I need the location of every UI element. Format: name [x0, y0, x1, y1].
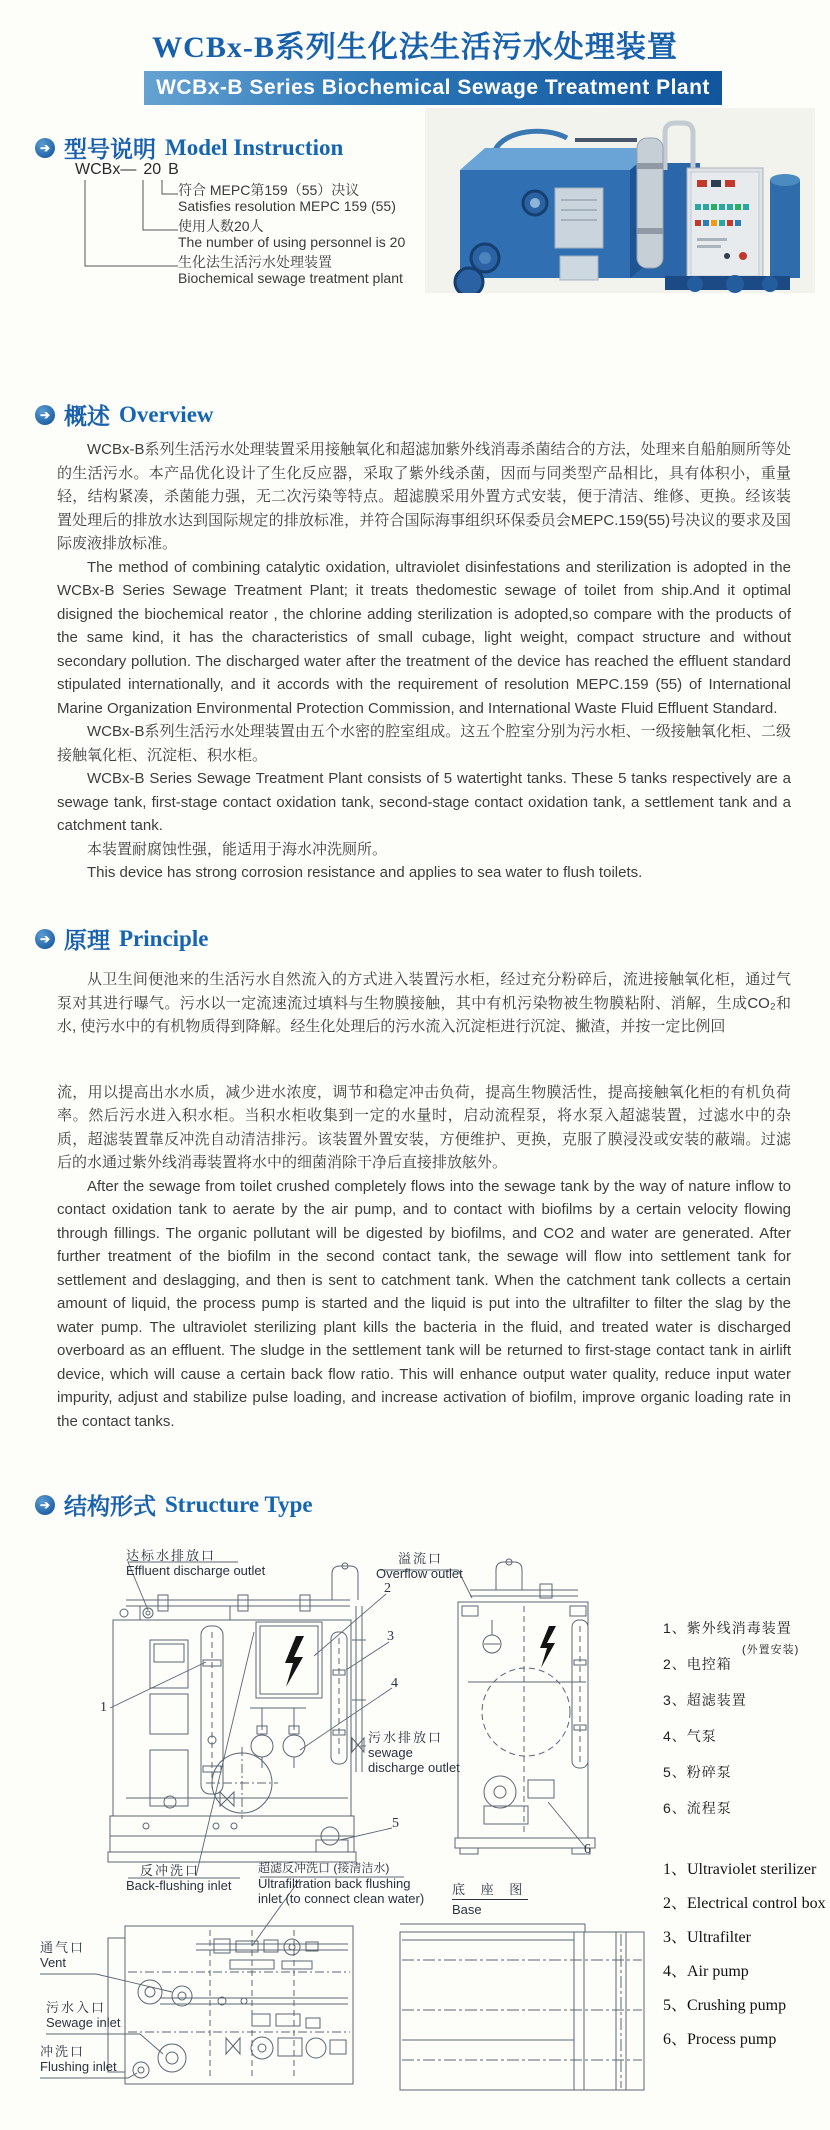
callout-1: 1 — [100, 1700, 107, 1715]
overview-text — [57, 438, 791, 885]
section-title-en: Model Instruction — [165, 134, 344, 160]
section-title-en: Structure Type — [165, 1491, 313, 1517]
banner-title: WCBx-B Series Biochemical Sewage Treatment Plant — [144, 71, 722, 105]
callout-5: 5 — [392, 1816, 399, 1831]
legend-en-item: 1、Ultraviolet sterilizer — [663, 1861, 817, 1878]
callout-2: 2 — [384, 1581, 391, 1596]
section-title-zh: 原理 — [64, 927, 110, 953]
model-note-3 — [178, 254, 403, 286]
model-code — [75, 161, 186, 179]
base-view-drawing — [400, 1924, 644, 2090]
overview-p3-zh: 本装置耐腐蚀性强，能适用于海水冲洗厕所。 — [87, 840, 388, 858]
legend-zh-item: 3、超滤装置 — [663, 1692, 747, 1708]
overview-p3-en: This device has strong corrosion resistance and applies to sea water to flush toilets. — [87, 864, 643, 881]
label-base: 底 座 图 Base — [452, 1882, 529, 1917]
arrow-bullet-icon: ➔ — [35, 405, 55, 425]
side-view-drawing — [455, 1559, 595, 1854]
model-code-suffix: B — [168, 161, 179, 178]
legend-note: (外置安装) — [742, 1644, 800, 1656]
overview-p1-zh: WCBx-B系列生活污水处理装置采用接触氧化和超滤加紫外线消毒杀菌结合的方法，处理来自船舶厕所等处的生活污水。本产品优化设计了生化反应器，采取了紫外线杀菌，因而与同类型产品相比，具有体积小，重量轻，结构紧凑，杀菌能力强，无二次污染等特点。超滤膜采用外置方式安装，便于清洁、维修、更换。经该装置处理后的排放水达到国际规定的排放标准，并符合国际海事组织环保委员会MEPC.159(55)号决议的要求及国际废液排放标准。 — [57, 441, 791, 552]
section-structure — [35, 1488, 313, 1521]
section-title-en: Principle — [119, 925, 209, 951]
model-note-1-en: Satisfies resolution MEPC 159 (55) — [178, 198, 396, 214]
callout-6: 6 — [584, 1842, 591, 1857]
principle-p2-en: After the sewage from toilet crushed completely flows into the sewage tank by the way of nature inflow to contact oxidation tank to aerate by the air pump, and to contact with biofilms by a certain velocity flowing through fillings. The organic pollutant will be digested by biofilms, and CO2 and water are generated. After further treatment of the biofilm in the second contact tank, the sewage will flow into settlement tank for settlement and deslagging, and then is sent to catchment tank. When the catchment tank collects a certain amount of liquid, the process pump is started and the liquid is put into the ultrafilter to filter the slag by the water pump. The ultraviolet sterilizing plant kills the bacteria in the fluid, and treated water is discharged overboard as an effluent. The sludge in the settlement tank will be returned to first-stage contact tank in airlift device, which will cause a certain back flow ratio. This will enhance output water quality, reduce input water impurity, adjust and stabilize pulse loading, and increase activation of biofilm, improve organic loading rate in the contact tanks. — [57, 1177, 791, 1430]
model-code-number: 20 — [143, 161, 162, 178]
label-flushing-inlet: 冲洗口 Flushing inlet — [40, 2044, 117, 2074]
overview-p2-en: WCBx-B Series Sewage Treatment Plant consists of 5 watertight tanks. These 5 tanks respectively are a sewage tank, first-stage contact oxidation tank, second-stage contact oxidation tank, a settlement tank and a catchment tank. — [57, 770, 791, 834]
section-model — [35, 131, 343, 164]
model-diagram-lines — [75, 178, 195, 278]
product-photo — [425, 108, 815, 293]
legend-zh-item: 5、粉碎泵 — [663, 1764, 732, 1780]
legend-zh-item: 2、电控箱 — [663, 1656, 732, 1672]
model-note-1 — [178, 182, 396, 214]
principle-text — [57, 968, 791, 1433]
label-vent: 通气口 Vent — [40, 1940, 86, 1970]
model-code-prefix: WCBx— — [75, 161, 137, 178]
callout-3: 3 — [387, 1629, 394, 1644]
legend-english — [663, 1856, 826, 2060]
overview-p2-zh: WCBx-B系列生活污水处理装置由五个水密的腔室组成。这五个腔室分别为污水柜、一级接触氧化柜、二级接触氧化柜、沉淀柜、积水柜。 — [57, 723, 791, 764]
arrow-bullet-icon: ➔ — [35, 929, 55, 949]
model-note-3-en: Biochemical sewage treatment plant — [178, 270, 403, 286]
legend-zh-item: 6、流程泵 — [663, 1800, 732, 1816]
principle-p1-zh: 从卫生间便池来的生活污水自然流入的方式进入装置污水柜，经过充分粉碎后，流进接触氧化柜，通过气泵对其进行曝气。污水以一定流速流过填料与生物膜接触，其中有机污染物被生物膜粘附、消解，生成CO₂和水, 使污水中的有机物质得到降解。经生化处理后的污水流入沉淀柜进行沉淀、撇渣，并按一定比例回 — [57, 971, 791, 1035]
legend-en-item: 6、Process pump — [663, 2031, 777, 2048]
model-note-3-zh: 生化法生活污水处理装置 — [178, 254, 332, 270]
section-title-zh: 概述 — [64, 403, 110, 429]
model-note-1-zh: 符合 MEPC第159（55）决议 — [178, 182, 360, 198]
section-title-en: Overview — [119, 401, 214, 427]
legend-en-item: 3、Ultrafilter — [663, 1929, 751, 1946]
principle-p1b-zh: 流，用以提高出水水质，减少进水浓度，调节和稳定冲击负荷，提高生物膜活性，提高接触氧化柜的有机负荷率。然后污水进入积水柜。当积水柜收集到一定的水量时，启动流程泵，将水泵入超滤装置，过滤水中的杂质，超滤装置靠反冲洗自动清洁排污。该装置外置安装，方便维护、更换，克服了膜浸没或安装的蔽端。过滤后的水通过紫外线消毒装置将水中的细菌消除干净后直接排放舷外。 — [57, 1083, 791, 1171]
label-back-flushing-inlet: 反冲洗口 Back-flushing inlet — [126, 1863, 232, 1893]
label-overflow-outlet: 溢流口 Overflow outlet — [376, 1551, 463, 1581]
label-uf-back-flushing-inlet: 超滤反冲洗口 (接清洁水) Ultrafiltration back flushing inlet (to connect clean water) — [258, 1861, 425, 1906]
label-sewage-inlet: 污水入口 Sewage inlet — [46, 2000, 121, 2030]
overview-p1-en: The method of combining catalytic oxidation, ultraviolet disinfestations and sterilization is adopted in the WCBx-B Series Sewage Treatment Plant; it treats thedomestic sewage of toilet from ship.And it optimal disigned the biochemical reator , the chlorine adding sterilization is adopted,so compare with the products of the same kind, it has the characteristics of small cubage, light weight, compact structure and without secondary pollution. The discharged water after the treatment of the device has reached the effluent standard stipulated internationally, and it accords with the requirement of resolution MEPC.159 (55) of International Marine Organization Environmental Protection Commission, and International Waste Fluid Effluent Standard. — [57, 558, 791, 717]
plan-view-drawing — [108, 1926, 353, 2084]
model-note-2 — [178, 218, 405, 250]
section-title-zh: 型号说明 — [64, 136, 156, 162]
arrow-bullet-icon: ➔ — [35, 138, 55, 158]
legend-zh-item: 4、气泵 — [663, 1728, 717, 1744]
section-principle — [35, 922, 208, 955]
arrow-bullet-icon: ➔ — [35, 1495, 55, 1515]
page-title: WCBx-B系列生化法生活污水处理装置 — [152, 31, 678, 64]
label-sewage-discharge-outlet: 污水排放口 sewage discharge outlet — [368, 1730, 460, 1775]
legend-zh-item: 1、紫外线消毒装置 — [663, 1620, 792, 1636]
section-overview — [35, 398, 214, 431]
legend-en-item: 4、Air pump — [663, 1963, 749, 1980]
section-title-zh: 结构形式 — [64, 1493, 156, 1519]
legend-en-item: 5、Crushing pump — [663, 1997, 787, 2014]
leader-lines — [40, 1562, 586, 2078]
label-effluent-outlet: 达标水排放口 Effluent discharge outlet — [126, 1548, 266, 1578]
model-note-2-en: The number of using personnel is 20 — [178, 234, 406, 250]
legend-en-item: 2、Electrical control box — [663, 1895, 826, 1912]
model-note-2-zh: 使用人数20人 — [178, 218, 264, 234]
callout-4: 4 — [391, 1676, 398, 1691]
